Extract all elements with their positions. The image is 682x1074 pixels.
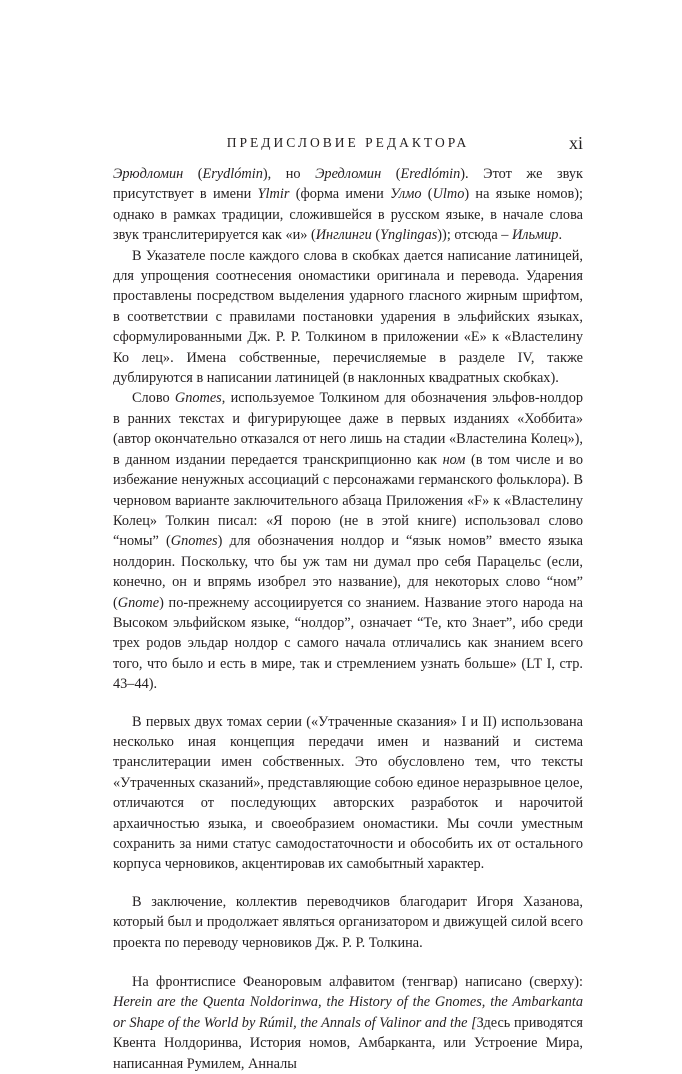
italic-text-segment: Herein are the Quenta Noldorinwa, the History of the Gnomes, the Ambarkanta or Shape of the World by Rúmil, the Annals of Valinor and the [: [113, 994, 583, 1031]
text-segment: (: [183, 166, 203, 182]
italic-text-segment: Gnomes: [170, 533, 218, 550]
paragraph-4: [113, 712, 583, 875]
text-segment: , используемое Толкином для обозначения эльфов-нолдор в ранних текстах и фигурирующее даже в первых изданиях «Хоббита» (автор окончательно отказался от него лишь на стадии «Властелина Колец»), в данном издании передается транскрипционно как: [113, 390, 583, 468]
text-segment: .: [558, 227, 563, 244]
text-segment: ). Этот же звук присутствует в имени: [113, 166, 583, 203]
italic-text-segment: Eredlómin: [400, 166, 461, 182]
paragraph-1: [113, 164, 583, 246]
text-segment: В заключение, коллектив переводчиков благодарит Игоря Хазанова, который был и продолжает являться организатором и движущей силой всего проекта по переводу черновиков Дж. Р. Р. Толкина.: [113, 893, 583, 951]
text-segment: Здесь приводятся Квента Нолдоринва, История номов, Амбарканта, или Устроение Мира, написанная Румилем, Анналы: [113, 1014, 583, 1072]
italic-text-segment: Ynglingas: [380, 227, 438, 244]
text-segment: (: [381, 166, 401, 182]
text-segment: ), но: [262, 166, 316, 182]
paragraph-2: [113, 246, 583, 389]
body-text: [113, 164, 583, 1074]
italic-text-segment: ном: [442, 451, 466, 468]
italic-text-segment: Gnome: [117, 594, 160, 611]
paragraph-6: [113, 972, 583, 1074]
italic-text-segment: Erydlómin: [202, 166, 263, 182]
text-segment: ) на языке номов); однако в рамках традиции, сложившейся в русском языке, в начале слова звук транслитерируется как «и» (: [113, 186, 584, 244]
italic-text-segment: Ylmir: [257, 186, 290, 203]
text-segment: На фронтисписе Феаноровым алфавитом (тенгвар) написано (сверху):: [132, 974, 583, 991]
italic-text-segment: Gnomes: [174, 390, 222, 407]
italic-text-segment: Улмо: [390, 186, 422, 203]
italic-text-segment: Эрюдломин: [113, 166, 184, 182]
text-segment: В первых двух томах серии («Утраченные сказания» I и II) использована несколько иная концепция передачи имен и названий и система транслитерации имен собственных. Это обусловлено тем, что тексты «Утраченных сказаний», представляющие собою единое неразрывное целое, отличаются от последующих авторских разработок и нарочитой архаичностью языка, и своеобразием ономастики. Мы сочли уместным сохранить за ними статус самодостаточности и обособить их от остального корпуса черновиков, акцентировав их самобытный характер.: [113, 713, 583, 873]
text-segment: ) для обозначения нолдор и “язык номов” вместо языка нолдорин. Поскольку, что бы уж там ни думал про себя Парацельс (если, конечно, он и впрямь изобрел это название), для некоторых слово “ном” (: [113, 533, 583, 611]
text-segment: В Указателе после каждого слова в скобках дается написание латиницей, для упрощения соотнесения ономастики оригинала и перевода. Ударения проставлены посредством выделения ударного гласного жирным шрифтом, в соответствии с правилами постановки ударения в эльфийских языках, сформулированными Дж. Р. Р. Толкином в приложении «Е» к «Властелину Ко лец». Имена собственные, перечисляемые в разделе IV, также дублируются в написании латиницей (в наклонных квадратных скобках).: [113, 247, 583, 387]
italic-text-segment: Эредломин: [315, 166, 382, 182]
text-segment: Слово: [132, 390, 175, 407]
running-header: [113, 130, 583, 156]
paragraph-3: [113, 388, 583, 694]
italic-text-segment: Инглинги: [315, 227, 372, 244]
text-segment: (в том числе и во избежание ненужных ассоциаций с персонажами германского фольклора). В черновом варианте заключительного абзаца Приложения «F» к «Властелину Колец» Толкин писал: «Я порою (не в этой книге) использовал слово “номы” (: [113, 451, 583, 550]
italic-text-segment: Ulmo: [432, 186, 465, 203]
running-title: ПРЕДИСЛОВИЕ РЕДАКТОРА: [226, 135, 470, 150]
text-segment: ) по-прежнему ассоциируется со знанием. Название этого народа на Высоком эльфийском языке, “нолдор”, означает “Те, кто Знает”, ибо среди трех родов эльдар нолдор с самого начала отличались как знанием всего того, что было и есть в мире, так и стремлением узнать больше» (LT I, стр. 43–44).: [113, 594, 583, 693]
italic-text-segment: Ильмир: [511, 227, 559, 244]
text-segment: (форма имени: [289, 186, 391, 203]
text-segment: (: [421, 186, 433, 203]
paragraph-5: [113, 892, 583, 953]
text-segment: (: [371, 227, 381, 244]
page-number: xi: [568, 133, 583, 153]
text-segment: )); отсюда –: [437, 227, 512, 244]
